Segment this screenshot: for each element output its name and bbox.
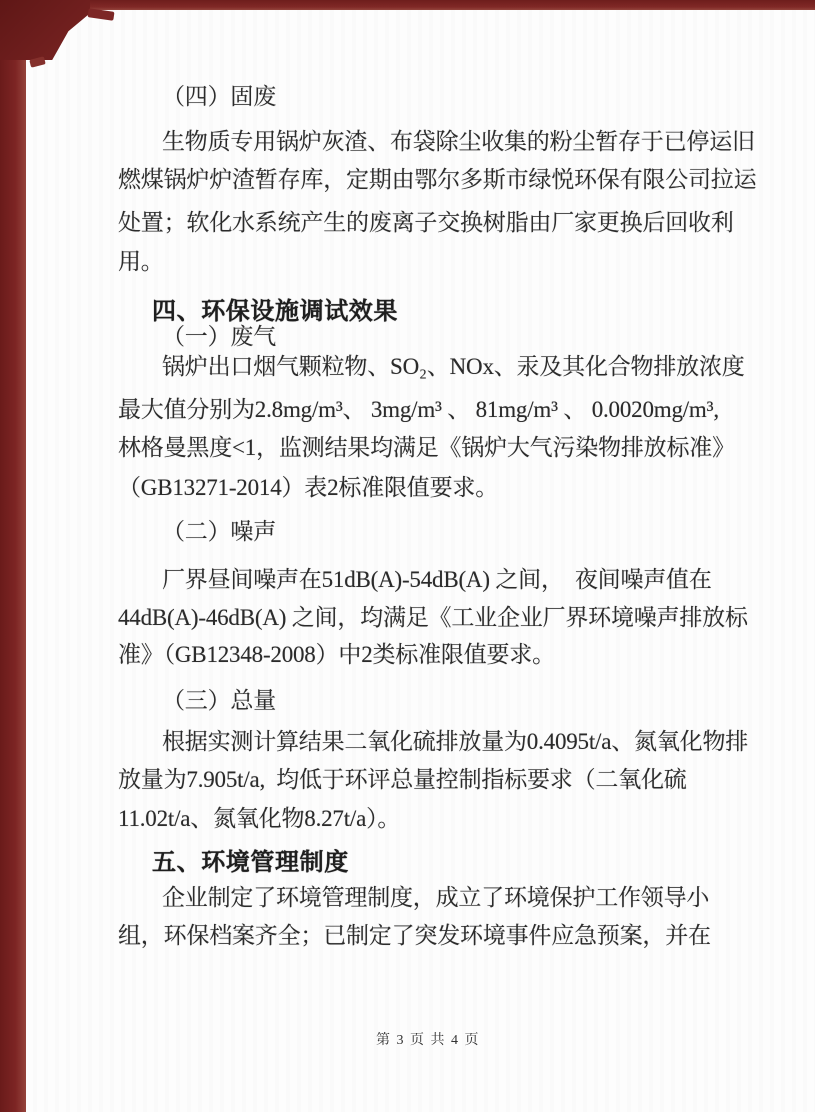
sec-noise-heading: （二）噪声 — [162, 519, 277, 544]
chapter-5-heading: 五、环境管理制度 — [152, 849, 349, 876]
management-line-1: 企业制定了环境管理制度，成立了环境保护工作领导小 — [162, 885, 710, 910]
chapter-4-heading: 四、环保设施调试效果 — [152, 298, 398, 325]
noise-line-3: 准》（GB12348-2008）中2类标准限值要求。 — [118, 642, 555, 667]
waste-gas-line-3: 林格曼黑度<1，监测结果均满足《锅炉大气污染物排放标准》 — [118, 435, 735, 460]
sec-total-heading: （三）总量 — [162, 688, 277, 713]
management-line-2: 组，环保档案齐全；已制定了突发环境事件应急预案，并在 — [118, 923, 711, 948]
solid-waste-line-3: 处置；软化水系统产生的废离子交换树脂由厂家更换后回收利 — [118, 210, 734, 235]
solid-waste-line-2: 燃煤锅炉炉渣暂存库，定期由鄂尔多斯市绿悦环保有限公司拉运 — [118, 167, 757, 192]
noise-line-2: 44dB(A)-46dB(A) 之间，均满足《工业企业厂界环境噪声排放标 — [118, 605, 748, 630]
total-line-2: 放量为7.905t/a, 均低于环评总量控制指标要求（二氧化硫 — [118, 767, 687, 792]
solid-waste-line-1: 生物质专用锅炉灰渣、布袋除尘收集的粉尘暂存于已停运旧 — [162, 129, 755, 154]
waste-gas-line-2: 最大值分别为2.8mg/m³、 3mg/m³ 、 81mg/m³ 、 0.0020mg/m³, — [118, 397, 719, 422]
noise-line-1: 厂界昼间噪声在51dB(A)-54dB(A) 之间， 夜间噪声值在 — [162, 567, 712, 592]
waste-gas-line-4: （GB13271-2014）表2标准限值要求。 — [118, 475, 499, 500]
solid-waste-line-4: 用。 — [118, 249, 164, 274]
page-number-footer: 第 3 页 共 4 页 — [376, 1033, 480, 1048]
sec-solid-waste-heading: （四）固废 — [162, 84, 277, 109]
sec-waste-gas-heading: （一）废气 — [162, 324, 277, 349]
total-line-3: 11.02t/a、氮氧化物8.27t/a）。 — [118, 806, 401, 831]
total-line-1: 根据实测计算结果二氧化硫排放量为0.4095t/a、氮氧化物排 — [162, 729, 749, 754]
waste-gas-line-1: 锅炉出口烟气颗粒物、SO₂、NOx、汞及其化合物排放浓度 — [162, 354, 745, 379]
